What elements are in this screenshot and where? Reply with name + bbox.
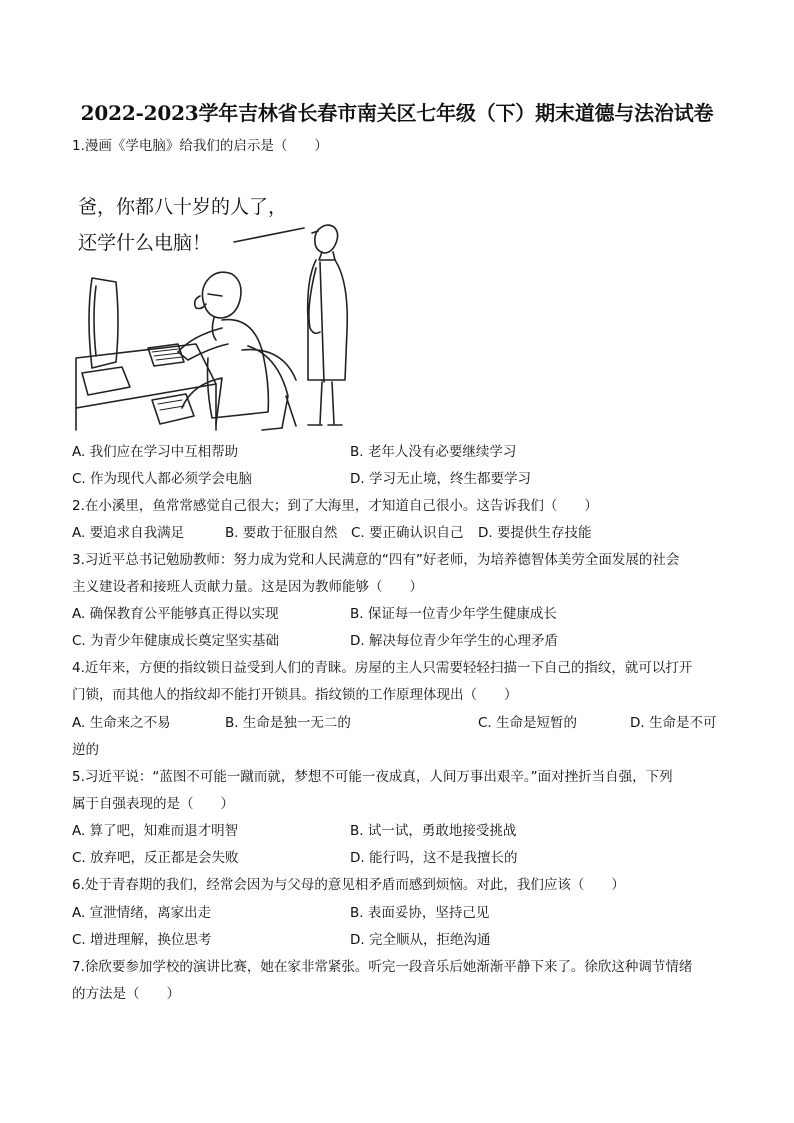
question-1-option-d: D. 学习无止境，终生都要学习 (350, 471, 531, 487)
question-1-option-a: A. 我们应在学习中互相帮助 (72, 444, 239, 460)
question-2-stem: 2.在小溪里，鱼常常感觉自己很大；到了大海里，才知道自己很小。这告诉我们（ ） (72, 498, 598, 514)
cartoon-speech-line-1: 爸，你都八十岁的人了， (78, 196, 288, 218)
question-3-stem-line-2: 主义建设者和接班人贡献力量。这是因为教师能够（ ） (72, 579, 423, 595)
question-3-option-d: D. 解决每位青少年学生的心理矛盾 (350, 633, 558, 649)
question-3-stem-line-1: 3.习近平总书记勉励教师：努力成为党和人民满意的“四有”好老师，为培养德智体美劳全面发展的社会 (72, 552, 680, 568)
question-1-stem: 1.漫画《学电脑》给我们的启示是（ ） (72, 138, 328, 154)
question-5-option-c: C. 放弃吧，反正都是会失败 (72, 850, 239, 866)
question-2-option-d: D. 要提供生存技能 (478, 525, 592, 541)
question-7-stem-line-2: 的方法是（ ） (72, 986, 180, 1002)
question-2-option-b: B. 要敢于征服自然 (225, 525, 338, 541)
papers (152, 394, 194, 424)
seated-old-man-figure (178, 272, 296, 430)
page-title: 2022-2023学年吉林省长春市南关区七年级（下）期末道德与法治试卷 (80, 101, 714, 125)
question-6-stem: 6.处于青春期的我们，经常会因为与父母的意见相矛盾而感到烦恼。对此，我们应该（ ） (72, 877, 625, 893)
question-1-option-b: B. 老年人没有必要继续学习 (350, 444, 517, 460)
question-1-option-c: C. 作为现代人都必须学会电脑 (72, 471, 253, 487)
question-5-stem-line-1: 5.习近平说：“蓝图不可能一蹴而就，梦想不可能一夜成真，人间万事出艰辛。”面对挫折当自强，下列 (72, 769, 673, 785)
question-4-stem-line-1: 4.近年来，方便的指纹锁日益受到人们的青睐。房屋的主人只需要轻轻扫描一下自己的指纹，就可以打开 (72, 660, 693, 676)
question-3-option-c: C. 为青少年健康成长奠定坚实基础 (72, 633, 280, 649)
cartoon-learning-computer (72, 178, 372, 433)
question-5-stem-line-2: 属于自强表现的是（ ） (72, 796, 234, 812)
question-5-option-b: B. 试一试，勇敢地接受挑战 (350, 823, 517, 839)
computer-monitor (82, 278, 130, 395)
question-4-option-a: A. 生命来之不易 (72, 715, 171, 731)
question-3-option-b: B. 保证每一位青少年学生健康成长 (350, 606, 557, 622)
question-4-option-d: D. 生命是不可 (630, 715, 717, 731)
standing-son-figure (308, 225, 348, 425)
question-4-option-c: C. 生命是短暂的 (478, 715, 578, 731)
cartoon-speech-line-2: 还学什么电脑！ (78, 232, 212, 254)
question-4-option-d-wrap: 逆的 (72, 742, 99, 758)
question-7-stem-line-1: 7.徐欣要参加学校的演讲比赛，她在家非常紧张。听完一段音乐后她渐渐平静下来了。徐欣这种调节情绪 (72, 959, 693, 975)
question-2-option-a: A. 要追求自我满足 (72, 525, 185, 541)
question-6-option-d: D. 完全顺从，拒绝沟通 (350, 932, 491, 948)
cartoon-drawing (72, 178, 372, 433)
question-6-option-b: B. 表面妥协，坚持己见 (350, 905, 490, 921)
question-6-option-c: C. 增进理解，换位思考 (72, 932, 212, 948)
question-5-option-a: A. 算了吧，知难而退才明智 (72, 823, 239, 839)
question-5-option-d: D. 能行吗，这不是我擅长的 (350, 850, 518, 866)
question-4-stem-line-2: 门锁，而其他人的指纹却不能打开锁具。指纹锁的工作原理体现出（ ） (72, 687, 518, 703)
question-3-option-a: A. 确保教育公平能够真正得以实现 (72, 606, 279, 622)
question-2-option-c: C. 要正确认识自己 (351, 525, 464, 541)
question-4-option-b: B. 生命是独一无二的 (225, 715, 351, 731)
speech-pointer (234, 228, 304, 242)
question-6-option-a: A. 宣泄情绪，离家出走 (72, 905, 212, 921)
